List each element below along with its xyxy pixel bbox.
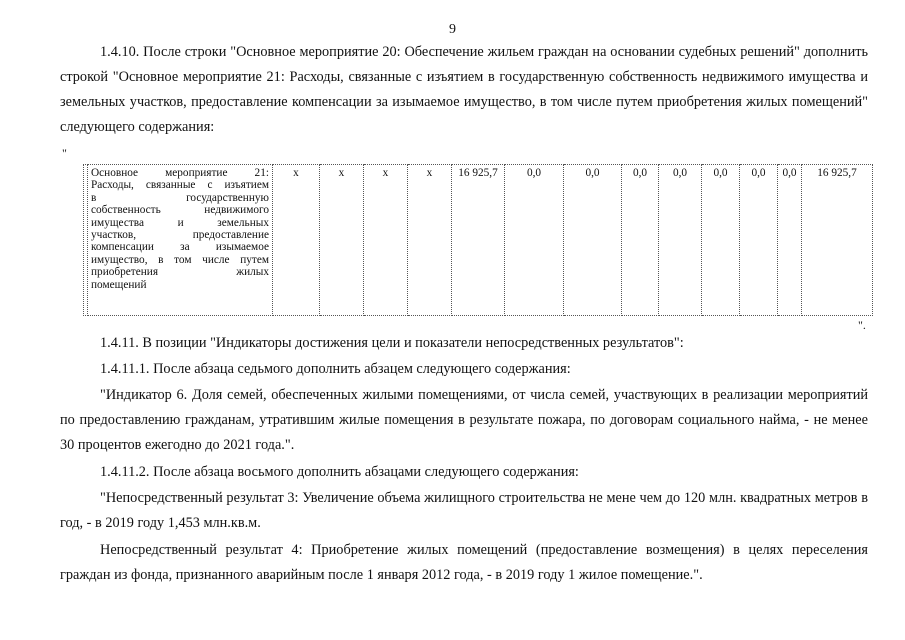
name-line: приобретения жилых [91,266,269,279]
result-3-paragraph: "Непосредственный результат 3: Увеличение объема жилищного строительства не мене чем до 120 млн. квадратных метров в год, - в 2019 году 1,453 млн.кв.м. [60,490,868,531]
close-quote: ". [858,318,866,332]
table-cell: 0,0 [622,165,659,316]
table-cell: 16 925,7 [802,165,873,316]
table-cell: х [408,165,452,316]
paragraph-1-4-10: 1.4.10. После строки "Основное мероприятие 20: Обеспечение жильем граждан на основании судебных решений" дополнить строкой "Основное мероприятие 21: Расходы, связанные с изъятием в государственную собственность недвижимого имущества и земельных участков, предоставление компенсации за изымаемое имущество, в том числе путем приобретения жилых помещений" следующего содержания: [60,44,868,135]
name-line: имущество, в том числе путем [91,253,269,266]
name-line: Расходы, связанные с изъятием [91,179,269,192]
indicator-6-paragraph: "Индикатор 6. Доля семей, обеспеченных жилыми помещениями, от числа семей, участвующих в реализации мероприятий по предоставлению гражданам, утратившим жилые помещения в результате пожара, по договорам социального найма, - не менее 30 процентов ежегодно до 2021 года.". [60,387,868,453]
table-cell: 0,0 [778,165,802,316]
table-cell: х [320,165,364,316]
table-row [84,165,873,316]
name-line: собственность недвижимого [91,204,269,217]
table-cell: 0,0 [702,165,740,316]
name-line: в государственную [91,191,269,204]
name-line: Основное мероприятие 21: [91,167,269,179]
table-cell: 0,0 [740,165,778,316]
paragraph-1-4-11-1: 1.4.11.1. После абзаца седьмого дополнить абзацем следующего содержания: [100,361,571,377]
table-cell: х [364,165,408,316]
table-cell: 16 925,7 [452,165,505,316]
table-cell: 0,0 [564,165,622,316]
program-table [83,164,873,316]
paragraph-1-4-11-2: 1.4.11.2. После абзаца восьмого дополнить абзацами следующего содержания: [100,464,579,480]
table-cell: 0,0 [505,165,564,316]
name-line: участков, предоставление [91,229,269,242]
result-4-paragraph: Непосредственный результат 4: Приобретение жилых помещений (предоставление возмещения) в целях переселения граждан из фонда, признанного аварийным после 1 января 2012 года, - в 2019 году 1 жилое помещение.". [60,542,868,583]
paragraph-1-4-11: 1.4.11. В позиции "Индикаторы достижения цели и показатели непосредственных результатов": [100,335,684,351]
activity-name-cell [88,165,273,316]
table-cell: х [273,165,320,316]
name-line: компенсации за изымаемое [91,241,269,254]
open-quote: " [62,146,67,160]
page-number: 9 [449,22,456,37]
name-line: имущества и земельных [91,216,269,229]
table-cell: 0,0 [659,165,702,316]
name-line: помещений [91,278,147,291]
